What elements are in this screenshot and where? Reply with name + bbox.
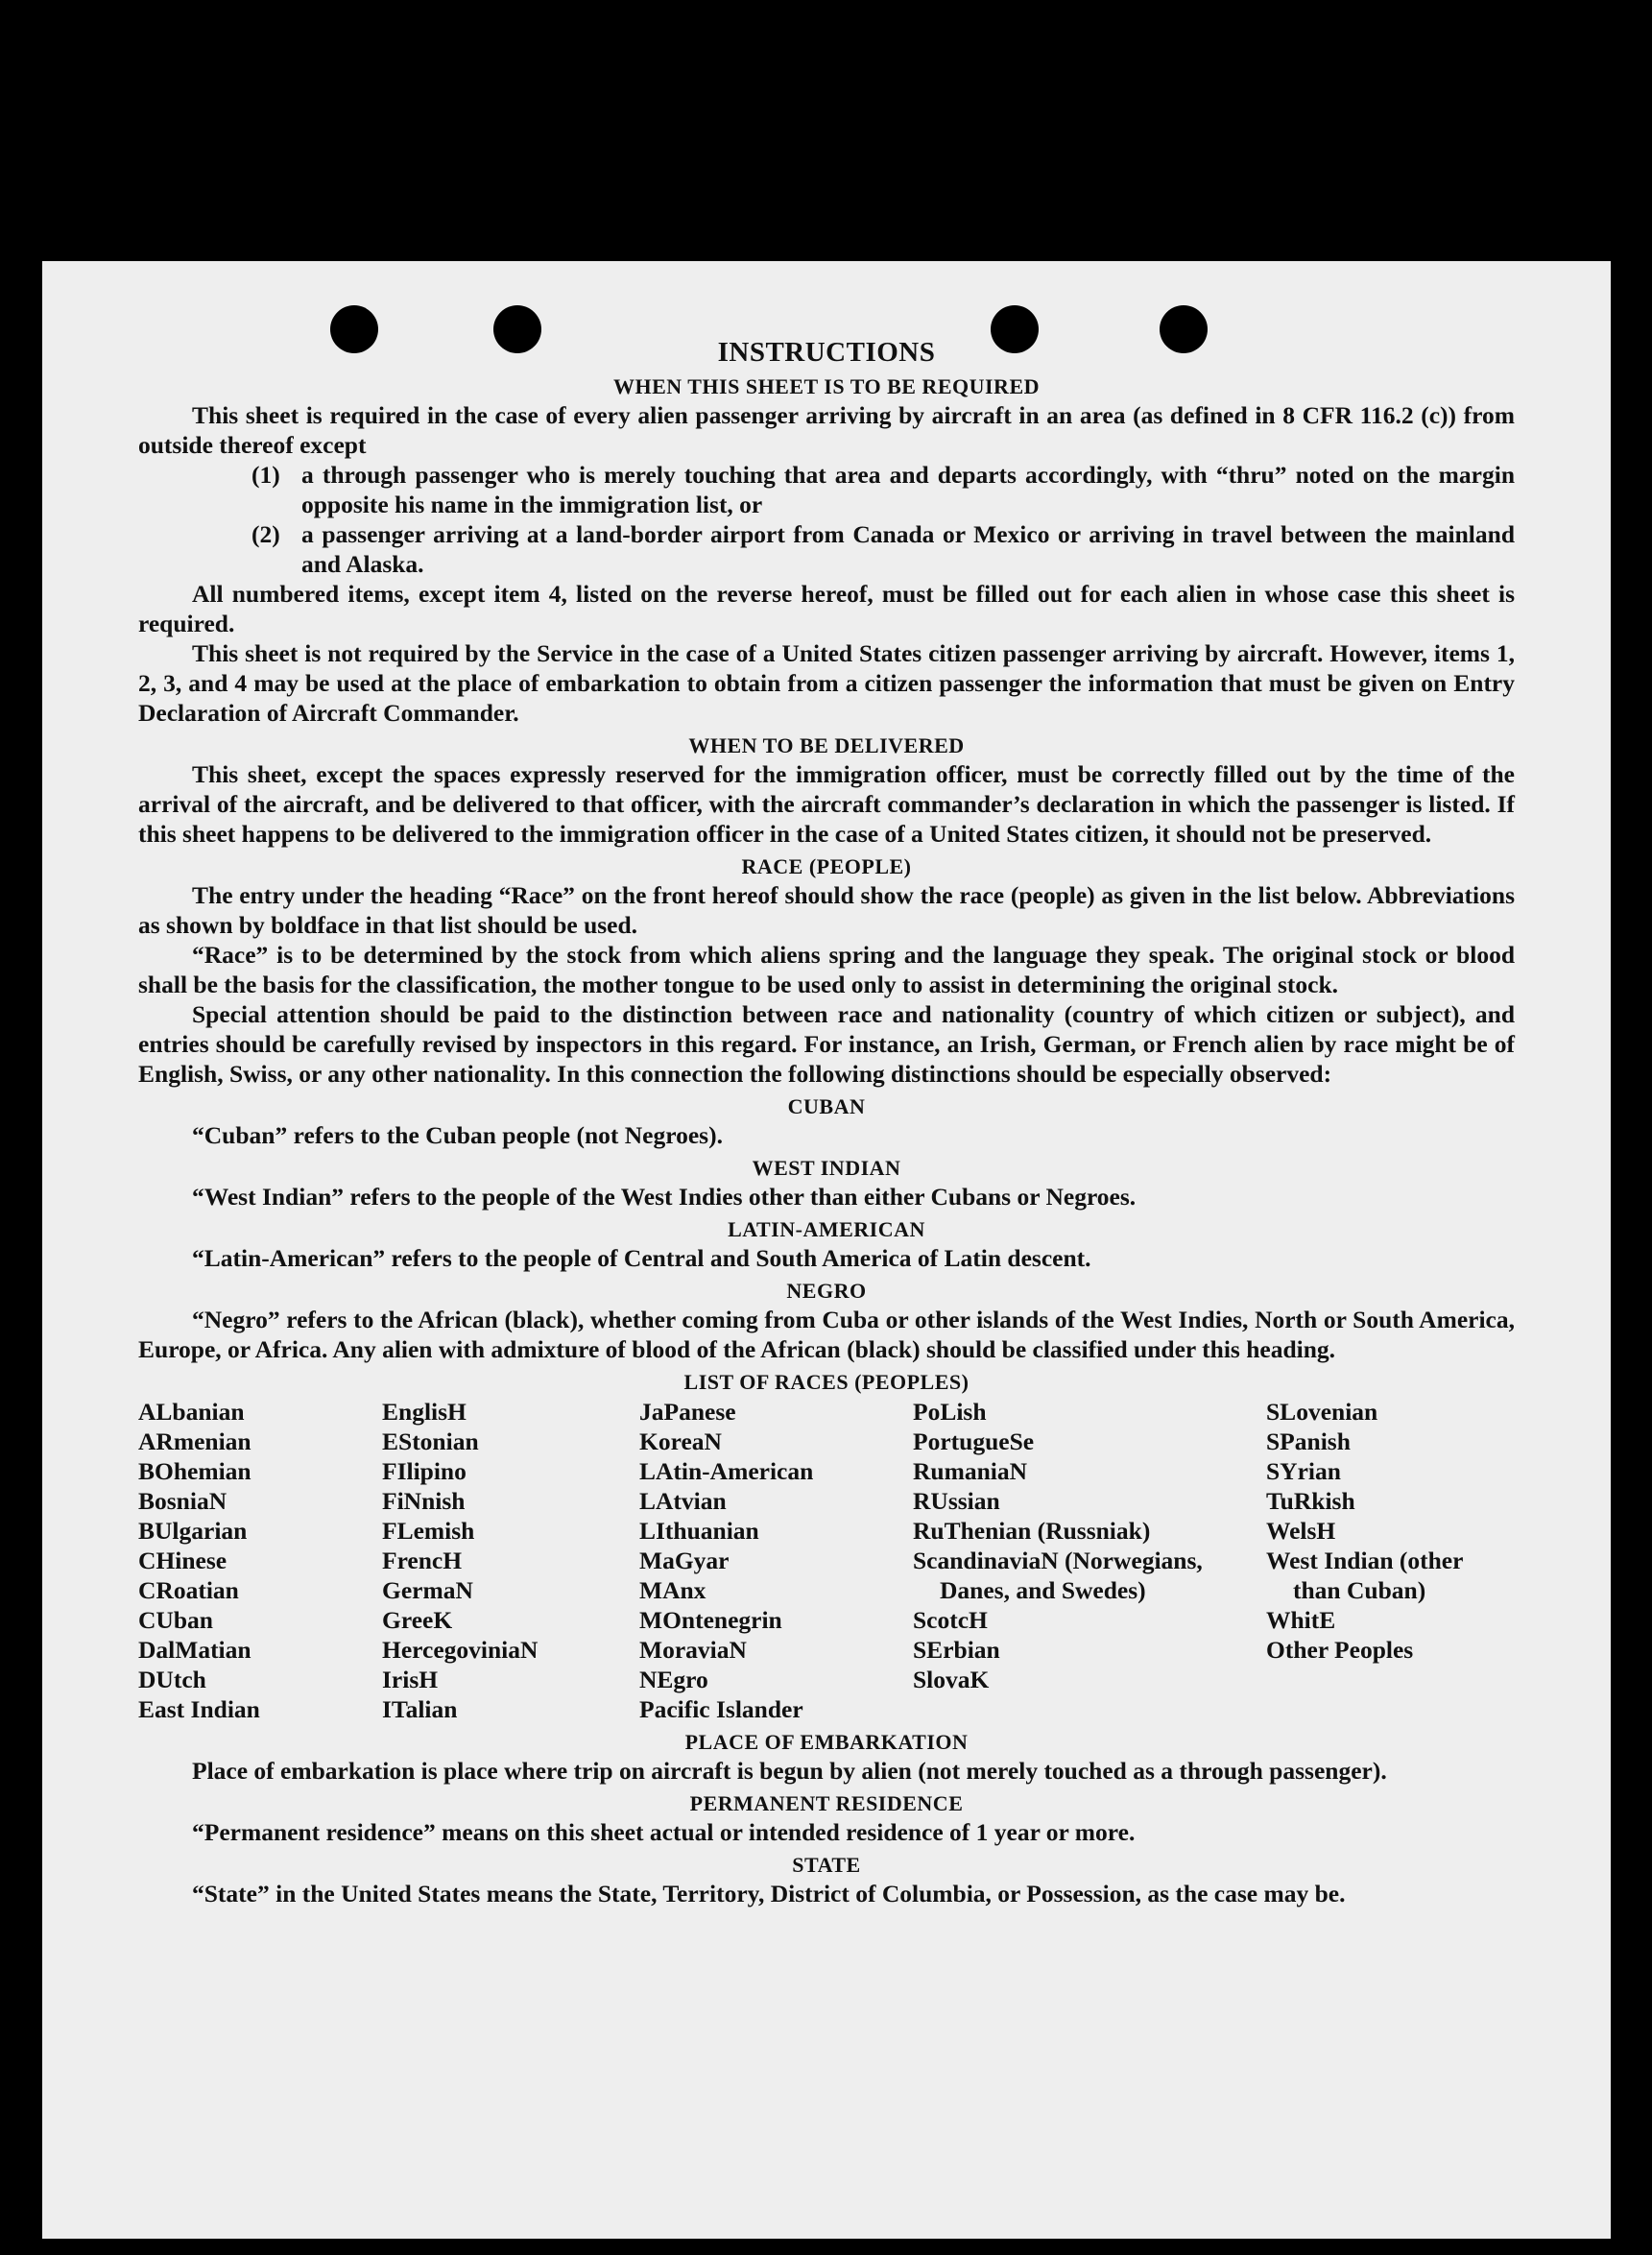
race-entry: RuThenian (Russniak) [913,1517,1151,1545]
races-column [1266,1397,1515,1724]
race-entry: BOhemian [138,1457,251,1485]
section-heading-latin-american: LATIN-AMERICAN [728,1217,925,1241]
paragraph: “State” in the United States means the State, Territory, District of Columbia, or Possession, as the case may be. [192,1880,1346,1907]
item-text: a through passenger who is merely touching that area and departs accordingly, with “thru” noted on the margin opposite his name in the immigration list, or [301,461,1515,518]
race-entry: Pacific Islander [639,1695,803,1723]
race-entry: SPanish [1266,1427,1351,1455]
race-entry: West Indian (other than Cuban) [1266,1547,1463,1604]
race-entry: TuRkish [1266,1487,1355,1515]
race-entry: ARmenian [138,1427,251,1455]
race-entry: ALbanian [138,1398,245,1426]
race-entry: EStonian [382,1427,479,1455]
race-entry: MAnx [639,1576,706,1604]
race-entry: LAtvian [639,1487,727,1515]
paragraph: “West Indian” refers to the people of the West Indies other than either Cubans or Negroes. [192,1183,1137,1211]
race-entry: LAtin-American [639,1457,814,1485]
race-entry: IrisH [382,1666,439,1693]
race-entry: FLemish [382,1517,475,1545]
race-entry: East Indian [138,1695,260,1723]
race-entry: MoraviaN [639,1636,747,1664]
race-entry: MOntenegrin [639,1606,782,1634]
race-entry: CRoatian [138,1576,239,1604]
race-entry: HercegoviniaN [382,1636,539,1664]
race-entry: BosniaN [138,1487,227,1515]
paragraph: “Cuban” refers to the Cuban people (not Negroes). [192,1121,723,1149]
race-entry: WhitE [1266,1606,1336,1634]
races-column [913,1397,1266,1724]
paragraph: This sheet, except the spaces expressly reserved for the immigration officer, must be correctly filled out by the time of the arrival of the aircraft, and be delivered to that officer, with the aircraft commander’s declaration in which the passenger is listed. If this sheet happens to be delivered to the immigration officer in the case of a United States citizen, it should not be preserved. [138,760,1515,848]
race-entry: NEgro [639,1666,708,1693]
races-column [382,1397,639,1724]
section-heading-negro: NEGRO [786,1279,867,1303]
race-entry: CUban [138,1606,213,1634]
race-entry: FiNnish [382,1487,466,1515]
section-heading-cuban: CUBAN [787,1094,866,1118]
section-heading-residence: PERMANENT RESIDENCE [689,1791,964,1815]
race-entry: ITalian [382,1695,458,1723]
race-entry: DalMatian [138,1636,251,1664]
section-heading-state: STATE [792,1853,861,1877]
item-number: (1) [251,461,280,489]
races-column [639,1397,913,1724]
paragraph: Place of embarkation is place where trip on aircraft is begun by alien (not merely touched as a through passenger). [192,1757,1387,1785]
race-entry: LIthuanian [639,1517,759,1545]
item-text: a passenger arriving at a land-border airport from Canada or Mexico or arriving in travel between the mainland and Alaska. [301,520,1515,578]
paragraph: This sheet is not required by the Service in the case of a United States citizen passenger arriving by aircraft. However, items 1, 2, 3, and 4 may be used at the place of embarkation to obtain from a citizen passenger the information that must be given on Entry Declaration of Aircraft Commander. [138,639,1515,727]
race-entry: CHinese [138,1547,227,1574]
race-entry: JaPanese [639,1398,736,1426]
race-entry: FrencH [382,1547,463,1574]
race-entry: SErbian [913,1636,1000,1664]
race-entry: DUtch [138,1666,206,1693]
section-heading-west-indian: WEST INDIAN [752,1156,901,1180]
item-number: (2) [251,520,280,548]
page-title: INSTRUCTIONS [717,337,936,368]
races-column [138,1397,382,1724]
list-item [138,460,1515,519]
race-entry: GreeK [382,1606,453,1634]
race-entry: BUlgarian [138,1517,248,1545]
paragraph: The entry under the heading “Race” on the front hereof should show the race (people) as given in the list below. Abbreviations as shown by boldface in that list should be used. [138,881,1515,939]
race-entry: SLovenian [1266,1398,1378,1426]
list-item [138,519,1515,579]
race-entry: KoreaN [639,1427,722,1455]
race-entry: RUssian [913,1487,1000,1515]
section-heading-delivered: WHEN TO BE DELIVERED [688,733,965,757]
paragraph: All numbered items, except item 4, listed on the reverse hereof, must be filled out for each alien in whose case this sheet is required. [138,580,1515,637]
document-sheet [42,261,1611,2239]
section-heading-races-list: LIST OF RACES (PEOPLES) [683,1370,970,1394]
race-entry: ScotcH [913,1606,988,1634]
race-entry: WelsH [1266,1517,1336,1545]
section-heading-race: RACE (PEOPLE) [741,854,912,878]
race-entry: PoLish [913,1398,987,1426]
race-entry: SlovaK [913,1666,990,1693]
race-entry: EnglisH [382,1398,467,1426]
paragraph: “Latin-American” refers to the people of Central and South America of Latin descent. [192,1244,1091,1272]
race-entry: FIlipino [382,1457,467,1485]
paragraph: Special attention should be paid to the distinction between race and nationality (country of which citizen or subject), and entries should be carefully revised by inspectors in this regard. For instance, an Irish, German, or French alien by race might be of English, Swiss, or any other nationality. In this connection the following distinctions should be especially observed: [138,1000,1515,1088]
section-heading-required: WHEN THIS SHEET IS TO BE REQUIRED [612,374,1041,398]
race-entry: SYrian [1266,1457,1341,1485]
paragraph: “Race” is to be determined by the stock from which aliens spring and the language they speak. The original stock or blood shall be the basis for the classification, the mother tongue to be used only to assist in determining the original stock. [138,941,1515,998]
races-table [138,1397,1515,1724]
race-entry: RumaniaN [913,1457,1028,1485]
instructions-body [138,336,1515,1908]
race-entry: MaGyar [639,1547,730,1574]
race-entry: Other Peoples [1266,1636,1414,1664]
section-heading-embarkation: PLACE OF EMBARKATION [684,1730,969,1754]
paragraph: This sheet is required in the case of every alien passenger arriving by aircraft in an area (as defined in 8 CFR 116.2 (c)) from outside thereof except [138,401,1515,459]
race-entry: ScandinaviaN (Norwegians, Danes, and Swedes) [913,1547,1203,1604]
race-entry: PortugueSe [913,1427,1035,1455]
paragraph: “Negro” refers to the African (black), whether coming from Cuba or other islands of the West Indies, North or South America, Europe, or Africa. Any alien with admixture of blood of the African (black) should be classified under this heading. [138,1306,1515,1363]
paragraph: “Permanent residence” means on this sheet actual or intended residence of 1 year or more. [192,1818,1136,1846]
race-entry: GermaN [382,1576,473,1604]
